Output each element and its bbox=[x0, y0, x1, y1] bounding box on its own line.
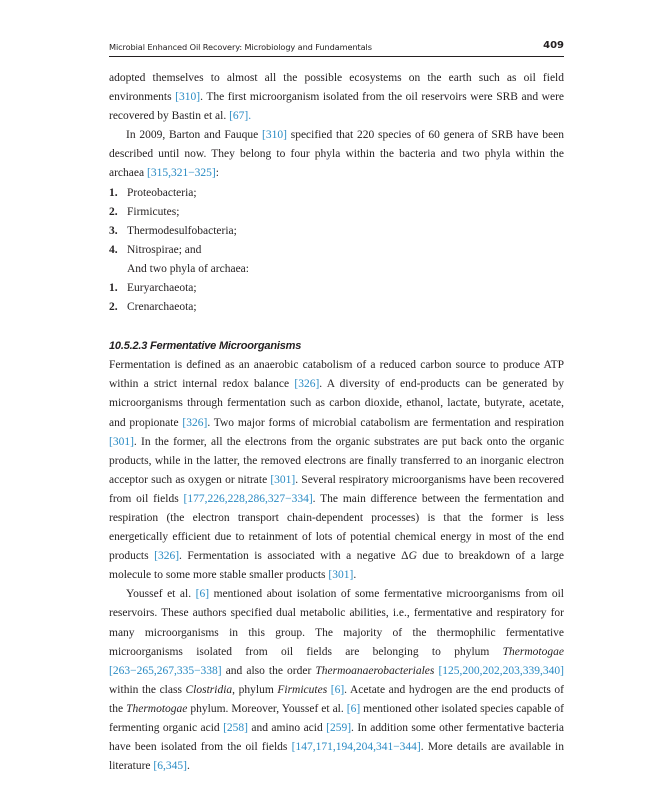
archaea-phyla-list bbox=[109, 279, 564, 317]
list-number: 1. bbox=[109, 186, 118, 199]
citation-link[interactable]: [301] bbox=[109, 435, 134, 448]
italic-term: Thermotogae bbox=[502, 645, 564, 658]
citation-link[interactable]: [6] bbox=[330, 683, 345, 696]
page-number: 409 bbox=[543, 40, 564, 51]
list-item bbox=[109, 279, 564, 298]
italic-term: Thermoanaerobacteriales bbox=[315, 664, 435, 677]
list-number: 2. bbox=[109, 301, 118, 314]
citation-link[interactable]: [6] bbox=[195, 588, 210, 601]
citation-link[interactable]: [315,321−325] bbox=[146, 167, 216, 180]
list-label: Thermodesulfobacteria; bbox=[127, 224, 237, 237]
list-item bbox=[109, 184, 564, 203]
running-title: Microbial Enhanced Oil Recovery: Microbiology and Fundamentals bbox=[109, 42, 372, 52]
intro-paragraph-1: adopted themselves to almost all the possible ecosystems on the earth such as oil field environments [310]. The first microorganism isolated from the oil reservoirs were SRB and were recovered by Bastin et al. [67]. bbox=[109, 72, 564, 123]
list-item bbox=[109, 203, 564, 222]
list-number: 3. bbox=[109, 224, 118, 237]
italic-term: Clostridia bbox=[185, 683, 233, 696]
list-number: 2. bbox=[109, 205, 118, 218]
archaea-intro: And two phyla of archaea: bbox=[127, 262, 249, 275]
citation-link[interactable]: [125,200,202,203,339,340] bbox=[438, 664, 564, 677]
citation-link[interactable]: [310] bbox=[262, 129, 287, 142]
italic-term: Firmicutes bbox=[277, 683, 328, 696]
section-heading: 10.5.2.3 Fermentative Microorganisms bbox=[109, 340, 302, 353]
citation-link[interactable]: [301] bbox=[328, 569, 354, 582]
citation-link[interactable]: [310] bbox=[175, 91, 201, 104]
citation-link[interactable]: [258] bbox=[223, 722, 249, 734]
citation-link[interactable]: [177,226,228,286,327−334] bbox=[183, 492, 313, 505]
citation-link[interactable]: [263−265,267,335−338] bbox=[109, 664, 222, 677]
citation-link[interactable]: [6,345] bbox=[153, 760, 187, 773]
list-number: 4. bbox=[109, 243, 118, 256]
citation-link[interactable]: [326] bbox=[182, 416, 208, 429]
citation-link[interactable]: [147,171,194,204,341−344] bbox=[291, 741, 421, 754]
section-paragraph-2: Youssef et al. [6] mentioned about isolation of some fermentative microorganisms from oil reservoirs. These authors specified dual metabolic abilities, i.e., fermentative and respiratory for many microorganisms in this group. The majority of the thermophilic fermentative microorganisms isolated from oil fields are belonging to phylum Thermotogae [263−265,267,335−338] and also the order Thermoanaerobacteriales [125,200,202,203,339,340] within the class Clostridia, phylum Firmicutes [6]. Acetate and hydrogen are the end products of the Thermotogae phylum. Moreover, Youssef et al. [6] mentioned other isolated species capable of fermenting organic acid [258] and amino acid [259]. In addition some other fermentative bacteria have been isolated from the oil fields [147,171,194,204,341−344]. More details are available in literature [6,345]. bbox=[109, 588, 565, 773]
section-paragraph-1: Fermentation is defined as an anaerobic catabolism of a reduced carbon source to produce ATP within a strict internal redox balance [326]. A diversity of end-products can be generated by microorganisms through fermentation such as carbon dioxide, ethanol, lactate, butyrate, acetate, and propionate [326]. Two major forms of microbial catabolism are fermentation and respiration [301]. In the former, all the electrons from the organic substrates are put back onto the organic products, while in the latter, the removed electrons are finally transferred to an inorganic electron acceptor such as oxygen or nitrate [301]. Several respiratory microorganisms have been recovered from oil fields [177,226,228,286,327−334]. The main difference between the fermentation and respiration (the electron transport chain-dependent processes) is that the former is less energetically efficient due to retainment of lots of potential chemical energy in most of the end products [326]. Fermentation is associated with a negative ΔG due to breakdown of a large molecule to some more stable smaller products [301]. bbox=[109, 359, 565, 582]
list-label: Euryarchaeota; bbox=[127, 282, 197, 295]
citation-link[interactable]: [326] bbox=[294, 378, 320, 391]
citation-link[interactable]: [301] bbox=[270, 473, 296, 486]
list-item bbox=[109, 241, 564, 260]
list-item bbox=[109, 298, 564, 317]
running-header bbox=[109, 40, 564, 57]
intro-paragraph-2: In 2009, Barton and Fauque [310] specified that 220 species of 60 genera of SRB have been described until now. They belong to four phyla within the bacteria and two phyla within the archaea [315,321−325]: bbox=[109, 129, 564, 180]
list-number: 1. bbox=[109, 282, 118, 295]
italic-term: G bbox=[408, 550, 417, 563]
italic-term: Thermotogae bbox=[126, 702, 188, 715]
list-label: Proteobacteria; bbox=[127, 186, 197, 199]
citation-link[interactable]: [6] bbox=[346, 702, 361, 715]
bacteria-phyla-list bbox=[109, 184, 564, 260]
list-item bbox=[109, 222, 564, 241]
page-body bbox=[109, 69, 564, 776]
citation-link[interactable]: [67]. bbox=[229, 110, 252, 123]
citation-link[interactable]: [326] bbox=[154, 550, 180, 563]
list-label: Nitrospirae; and bbox=[127, 243, 202, 256]
list-label: Crenarchaeota; bbox=[127, 301, 197, 314]
list-label: Firmicutes; bbox=[127, 205, 180, 218]
citation-link[interactable]: [259] bbox=[326, 722, 352, 734]
